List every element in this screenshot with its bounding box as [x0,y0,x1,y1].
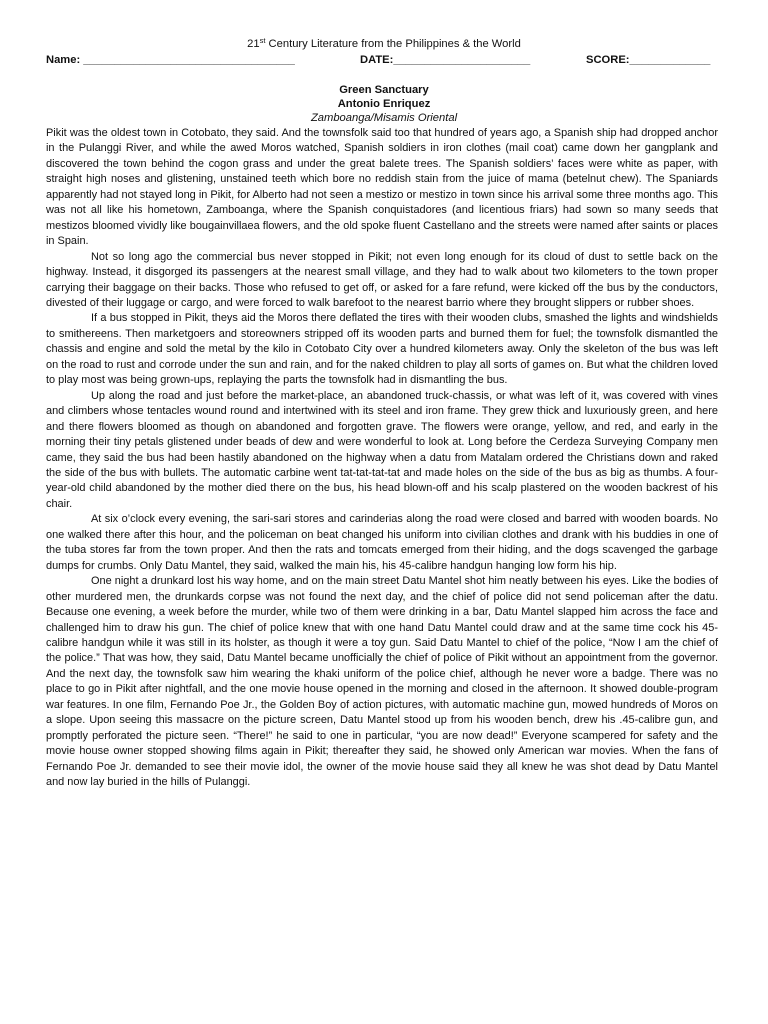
course-title [0,37,768,53]
story-paragraph-3: If a bus stopped in Pikit, theys aid the Moros there deflated the tires with their wooden clubs, smashed the lights and windshields to smithereens. Then marketgoers and storeowners stripped off its wooden parts and burned them for fuel; the townsfolk dismantled the chassis and engine and sold the metal by the kilo in Cotobato City over a hundred kilometers away. Only the skeleton of the bus was left on the road to rust and corrode under the sun and rain, and for the naked children to play all sorts of games on. But what the children loved to play most was being grown-ups, replaying the parts the townsfolk had in dismantling the bus. [46,312,718,387]
story-paragraph-6: One night a drunkard lost his way home, and on the main street Datu Mantel shot him neatly between his eyes. Like the bodies of other murdered men, the drunkards corpse was not found the next day, and the chief of police did not send policeman after the datu. Because one evening, a week before the murder, while two of them were drinking in a bar, Datu Mantel slapped him across the face and challenged him to draw his gun. The chief of police knew that with one hand Datu Mantel could draw and at the same time cock his 45-calibre handgun while it was still in its holster, as though it were a toy gun. Said Datu Mantel to chief of the police, “Now I am the chief of the police.” That was how, they said, Datu Mantel became unofficially the chief of police of Pikit without an appointment from the governor. And the next day, the townsfolk saw him wearing the khaki uniform of the police chief, although he never wore a badge. There was no place to go in Pikit after nightfall, and the one movie house opened in the morning and closed in the afternoon. It showed double-program war features. In one film, Fernando Poe Jr., the Golden Boy of action pictures, with automatic machine gun, mowed hundreds of Moros on a slope. Upon seeing this massacre on the picture screen, Datu Mantel stood up from his wooden bench, drew his .45-calibre gun, and promptly perforated the picture seen. “There!” he said to one in particular, “you are now dead!” Everyone scampered for safety and the movie house owner stopped showing films again in Pikit; thereafter they said, he showed only American war movies. When the fans of Fernando Poe Jr. demanded to see their movie idol, the owner of the movie house said they all knew he was shot dead by Datu Mantel and now lay buried in the hills of Pulanggi. [46,575,718,789]
score-field[interactable]: SCORE:_____________ [586,54,711,66]
story-place: Zamboanga/Misamis Oriental [310,112,458,124]
course-title-rest: Century Literature from the Philippines & the World [265,38,521,50]
course-title-ordinal: st [259,36,266,45]
story-paragraph-1: Pikit was the oldest town in Cotobato, they said. And the townsfolk said too that hundred of years ago, a Spanish ship had dropped anchor in the Pulanggi River, and while the awed Moros watched, Spanish soldiers in iron clothes (mail coat) came down her gangplank and discovered the town behind the cogon grass and under the great balete trees. The Spanish soldiers’ faces were white as paper, with straight high noses and glistening, unstained teeth which bore no reddish stain from the juice of mama (betelnut chew). The Spaniards apparently had not stayed long in Pikit, for Alberto had not seen a mestizo or mestizo in town since his arrival some three months ago. This was not all like his hometown, Zamboanga, where the Spanish conquistadores (and licentious friars) had sown so many seeds that mestizos bloomed vividly like bougainvillaea flowers, and the old spoke fluent Castellano and the streets were named after saints or places in Spain. [46,127,718,248]
story-author: Antonio Enriquez [337,98,431,110]
story-body [46,126,718,790]
story-heading [0,83,768,125]
date-field[interactable]: DATE:______________________ [360,54,531,66]
course-title-prefix: 21 [247,38,260,50]
story-paragraph-4: Up along the road and just before the market-place, an abandoned truck-chassis, or what was left of it, was covered with vines and climbers whose tentacles wound round and intertwined with its steel and iron frame. They grew thick and luxuriously green, and here and there flowers bloomed as though on abandoned and forgotten grave. The flowers were orange, yellow, and red, and early in the morning their tiny petals glistened under beads of dew and were wonderful to look at. Long before the Cerdeza Surveying Company men came, they said the bus had been hastily abandoned on the highway when a datu from Matalam ordered the Christians down and raked the side of the bus with bullets. The automatic carbine went tat-tat-tat-tat and made holes on the side of the bus as big as thumbs. A four-year-old child abandoned by the mother died there on the bus, his head blown-off and his scalp plastered on the wooden backrest of his chair. [46,389,718,510]
story-paragraph-2: Not so long ago the commercial bus never stopped in Pikit; not even long enough for its cloud of dust to settle back on the highway. Instead, it disgorged its passengers at the nearest small village, and they had to walk about two kilometers to the town proper carrying their baggage on their backs. Those who refused to get off, or asked for a fare refund, were kicked off the bus by the conductors, divested of their luggage or cargo, and were forced to walk barefoot to the nearest barrio where they brought slippers or rubber shoes. [46,250,718,309]
story-paragraph-5: At six o’clock every evening, the sari-sari stores and carinderias along the road were closed and barred with wooden boards. No one walked there after this hour, and the policeman on beat changed his uniform into civilian clothes and drank with his buddies in one of the tuba stores far from the town proper. And then the rats and tomcats emerged from their hiding, and the dogs scavenged the garbage dumps for crumbs. Only Datu Mantel, they said, walked the main his, his 45-calibre handgun hanging low form his hip. [46,513,718,572]
name-field[interactable]: Name: __________________________________ [46,54,295,66]
story-title: Green Sanctuary [339,84,429,96]
